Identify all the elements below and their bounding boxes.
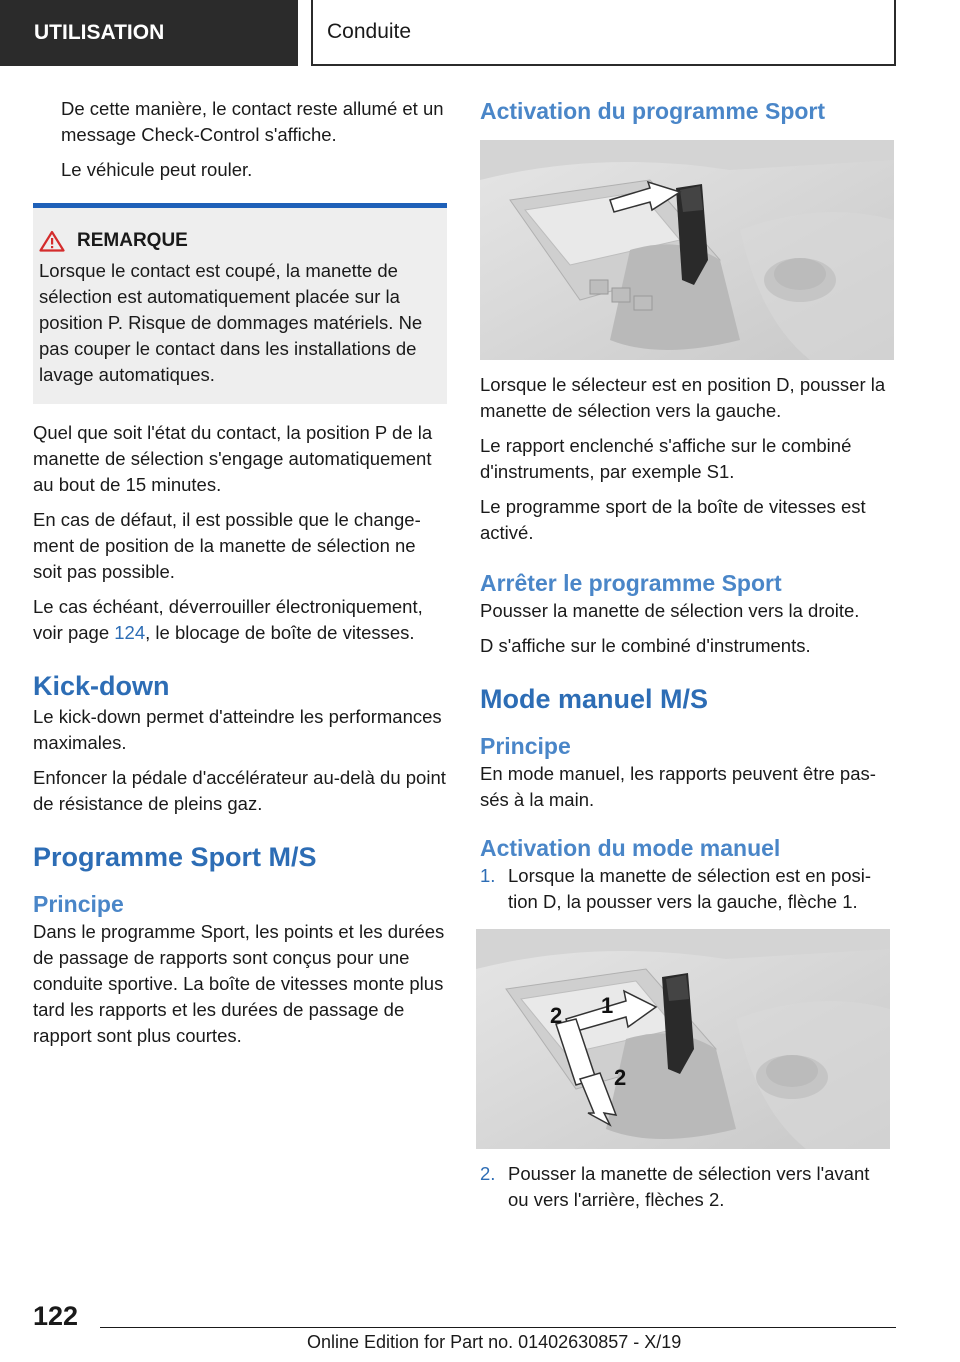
gear-selector-figure-sport — [480, 140, 894, 360]
warning-box — [33, 203, 447, 404]
arret-paragraph-1: Pousser la manette de sélection vers la droite. — [480, 600, 860, 621]
heading-sport-ms: Programme Sport M/S — [33, 842, 317, 872]
page-link[interactable]: 124 — [114, 622, 146, 643]
gear-selector-manual-illustration — [476, 929, 890, 1149]
activation-paragraph-3: Le programme sport de la boîte de vitesses est activé. — [480, 496, 866, 543]
heading-principe-sport: Principe — [33, 891, 124, 917]
step-number: 2. — [480, 1163, 496, 1184]
step-text: Pousser la manette de sélection vers l'avant ou vers l'arrière, flèches 2. — [508, 1163, 870, 1210]
defaut-paragraph: En cas de défaut, il est possible que le changement de position de la manette de sélection ne soit pas possible. — [33, 509, 421, 582]
unlock-text-before: Le cas échéant, déverrouiller électroniquement, voir page — [33, 596, 423, 643]
chapter-title: Conduite — [311, 0, 896, 66]
page-number: 122 — [33, 1301, 79, 1331]
page-footer — [0, 1285, 960, 1362]
section-title: UTILISATION — [0, 0, 298, 66]
gear-selector-illustration — [480, 140, 894, 360]
list-item — [480, 863, 894, 915]
edition-text: Online Edition for Part no. 01402630857 - X/19 — [307, 1332, 682, 1352]
step-text: Lorsque la manette de sélection est en position D, la pousser vers la gauche, flèche 1. — [508, 865, 872, 912]
activation-paragraph-2: Le rapport enclenché s'affiche sur le combiné d'instruments, par exemple S1. — [480, 435, 852, 482]
heading-activation-sport: Activation du programme Sport — [480, 98, 826, 124]
warning-header — [39, 230, 435, 252]
right-column — [480, 96, 894, 1222]
auto-p-paragraph: Quel que soit l'état du contact, la position P de la manette de sélection s'engage automatiquement au bout de 15 minutes. — [33, 422, 433, 495]
left-column — [33, 96, 447, 1058]
heading-activation-manuel: Activation du mode manuel — [480, 835, 781, 861]
footer-divider — [100, 1327, 896, 1328]
heading-principe-manuel: Principe — [480, 733, 571, 759]
page-header — [0, 0, 960, 66]
manuel-paragraph: En mode manuel, les rapports peuvent être passés à la main. — [480, 763, 876, 810]
arrow-label-2-bottom: 2 — [614, 1065, 627, 1090]
heading-kickdown: Kick-down — [33, 671, 170, 701]
arrow-label-1: 1 — [601, 993, 614, 1018]
gear-selector-figure-manual — [476, 929, 890, 1149]
kickdown-paragraph-2: Enfoncer la pédale d'accélérateur au-delà du point de résistance de pleins gaz. — [33, 767, 446, 814]
sport-paragraph: Dans le programme Sport, les points et les durées de passage de rapports sont conçus pour une conduite sportive. La boîte de vitesses monte plus tard les rapports et les durées de passage de rapport sont plus courtes. — [33, 921, 445, 1046]
step-number: 1. — [480, 865, 496, 886]
warning-triangle-icon — [39, 230, 65, 252]
warning-title: REMARQUE — [77, 230, 188, 251]
unlock-text-after: , le blocage de boîte de vitesses. — [145, 622, 415, 643]
arrow-label-2-top: 2 — [550, 1003, 563, 1028]
intro-paragraph-2: Le véhicule peut rouler. — [61, 159, 253, 180]
kickdown-paragraph-1: Le kick-down permet d'atteindre les performances maximales. — [33, 706, 442, 753]
arret-paragraph-2: D s'affiche sur le combiné d'instruments. — [480, 635, 811, 656]
activation-paragraph-1: Lorsque le sélecteur est en position D, pousser la manette de sélection vers la gauche. — [480, 374, 886, 421]
list-item — [480, 1161, 894, 1213]
intro-paragraph-1: De cette manière, le contact reste allumé et un message Check-Control s'affiche. — [61, 98, 444, 145]
heading-arret-sport: Arrêter le programme Sport — [480, 570, 782, 596]
unlock-paragraph — [33, 594, 447, 646]
heading-mode-manuel: Mode manuel M/S — [480, 684, 709, 714]
warning-text: Lorsque le contact est coupé, la manette de sélection est automatiquement placée sur la position P. Risque de dommages matériels. Ne pas couper le contact dans les installations de lavage automatiques. — [39, 260, 423, 385]
